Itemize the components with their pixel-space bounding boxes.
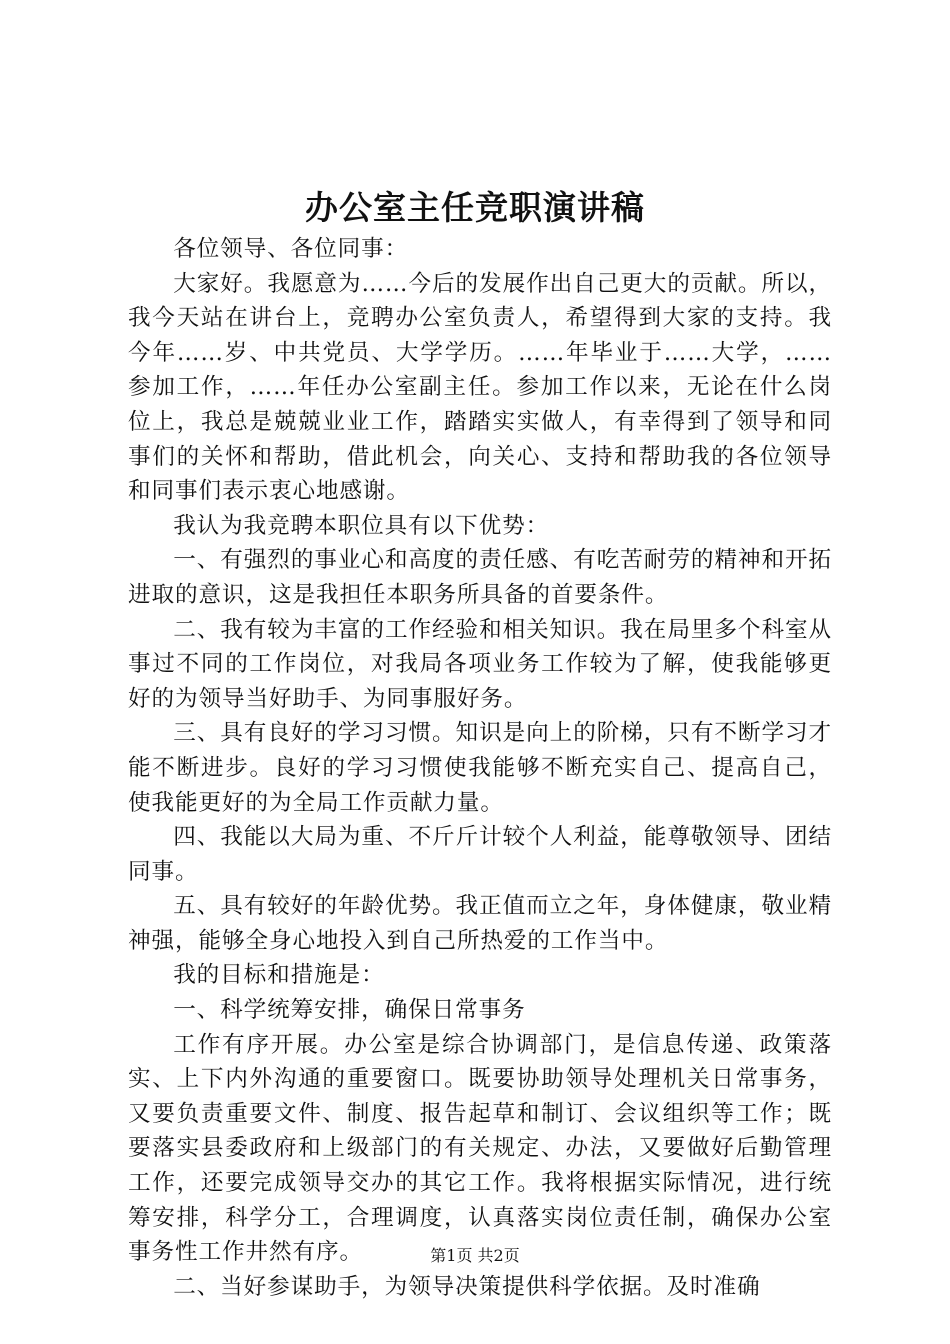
paragraph-advantage-4: 四、我能以大局为重、不斤斤计较个人利益，能尊敬领导、团结同事。 — [128, 824, 832, 885]
page-footer: 第1页 共2页 — [430, 1246, 520, 1265]
paragraph-intro: 大家好。我愿意为……今后的发展作出自己更大的贡献。所以，我今天站在讲台上，竞聘办公室负责人，希望得到大家的支持。我今年……岁、中共党员、大学学历。……年毕业于……大学，……参加工作，……年任办公室副主任。参加工作以来，无论在什么岗位上，我总是兢兢业业工作，踏踏实实做人，有幸得到了领导和同事们的关怀和帮助，借此机会，向关心、支持和帮助我的各位领导和同事们表示衷心地感谢。 — [128, 270, 832, 505]
paragraph-advantage-3: 三、具有良好的学习习惯。知识是向上的阶梯，只有不断学习才能不断进步。良好的学习习惯使我能够不断充实自己、提高自己，使我能更好的为全局工作贡献力量。 — [128, 720, 832, 816]
paragraph-advantage-2: 二、我有较为丰富的工作经验和相关知识。我在局里多个科室从事过不同的工作岗位，对我局各项业务工作较为了解，使我能够更好的为领导当好助手、为同事服好务。 — [128, 616, 832, 712]
paragraph-goal-1-heading: 一、科学统筹安排，确保日常事务 — [173, 997, 526, 1024]
paragraph-salutation: 各位领导、各位同事： — [173, 236, 409, 262]
paragraph-advantage-5: 五、具有较好的年龄优势。我正值而立之年，身体健康，敬业精神强，能够全身心地投入到自己所热爱的工作当中。 — [128, 893, 832, 954]
paragraph-advantage-1: 一、有强烈的事业心和高度的责任感、有吃苦耐劳的精神和开拓进取的意识，这是我担任本职务所具备的首要条件。 — [128, 547, 832, 608]
paragraph-advantages-heading: 我认为我竞聘本职位具有以下优势： — [173, 512, 550, 539]
paragraph-goal-2: 二、当好参谋助手，为领导决策提供科学依据。及时准确 — [173, 1273, 761, 1300]
document-title: 办公室主任竞职演讲稿 — [305, 188, 645, 227]
paragraph-goals-heading: 我的目标和措施是： — [173, 962, 385, 989]
paragraph-goal-1-body: 工作有序开展。办公室是综合协调部门，是信息传递、政策落实、上下内外沟通的重要窗口。既要协助领导处理机关日常事务，又要负责重要文件、制度、报告起草和制订、会议组织等工作；既要落实县委政府和上级部门的有关规定、办法，又要做好后勤管理工作，还要完成领导交办的其它工作。我将根据实际情况，进行统筹安排，科学分工，合理调度，认真落实岗位责任制，确保办公室事务性工作井然有序。 — [128, 1031, 832, 1266]
document-body — [128, 232, 832, 1304]
